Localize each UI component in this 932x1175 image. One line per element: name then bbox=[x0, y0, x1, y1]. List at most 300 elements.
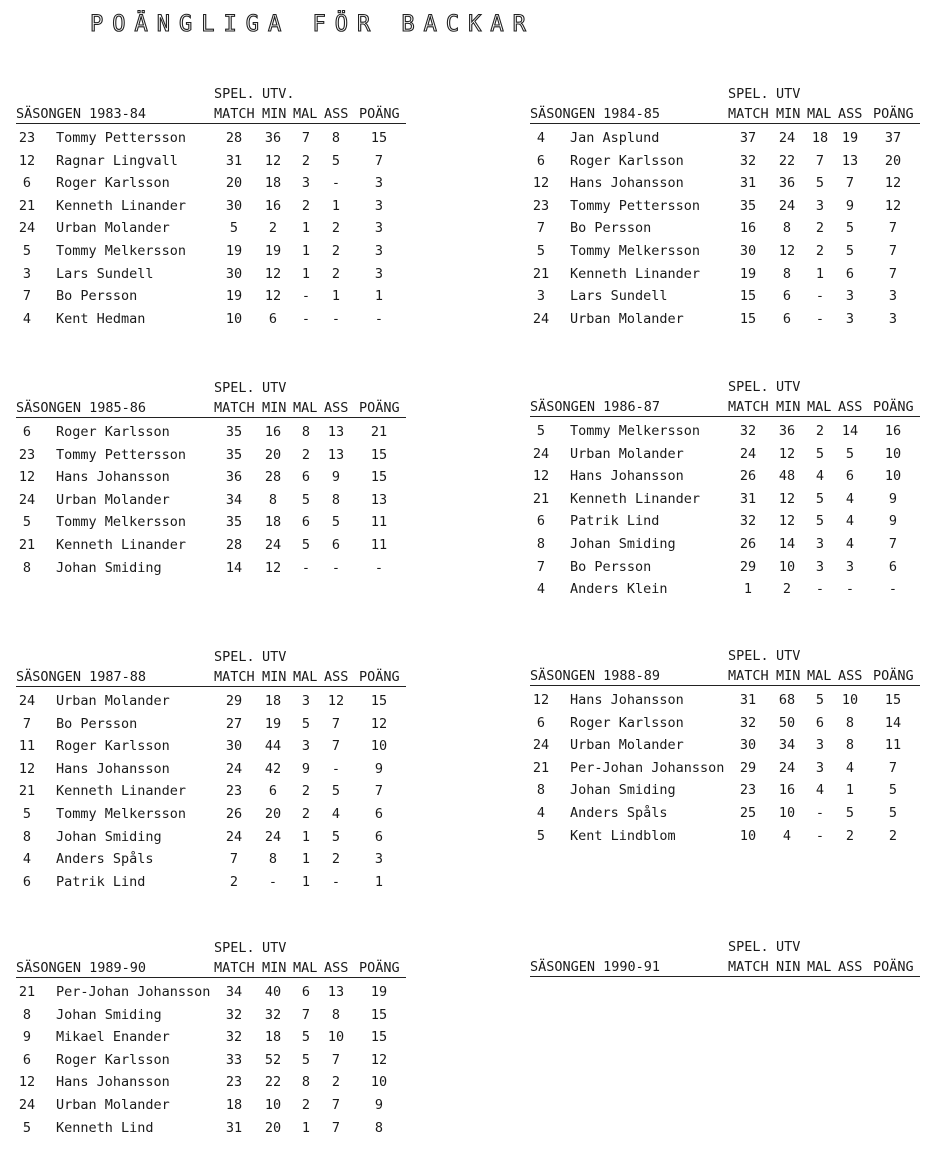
cell-ass: 7 bbox=[331, 715, 341, 732]
cell-poang: 13 bbox=[370, 491, 388, 508]
player-number: 5 bbox=[536, 827, 546, 844]
player-name: Roger Karlsson bbox=[56, 738, 170, 755]
cell-match: 10 bbox=[739, 827, 757, 844]
table-row bbox=[530, 758, 920, 781]
cell-ass: 2 bbox=[331, 265, 341, 282]
cell-ass: - bbox=[845, 581, 855, 598]
header-match: MATCH bbox=[214, 960, 255, 976]
cell-poang: 3 bbox=[374, 197, 384, 214]
cell-mal: 7 bbox=[301, 130, 311, 146]
season-label: SÄSONGEN 1987-88 bbox=[16, 669, 147, 685]
player-name: Bo Persson bbox=[56, 288, 138, 305]
cell-mal: - bbox=[815, 804, 825, 821]
player-name: Roger Karlsson bbox=[570, 714, 684, 731]
cell-ass: - bbox=[331, 559, 341, 576]
cell-mal: 1 bbox=[301, 1119, 311, 1136]
player-number: 11 bbox=[18, 738, 36, 755]
player-number: 21 bbox=[18, 197, 36, 214]
header-spel: SPEL. bbox=[214, 940, 255, 956]
cell-mal: 1 bbox=[815, 265, 825, 282]
cell-mal: 6 bbox=[301, 469, 311, 486]
cell-ass: 2 bbox=[331, 242, 341, 259]
player-name: Ragnar Lingvall bbox=[56, 152, 178, 169]
cell-mal: 2 bbox=[301, 197, 311, 214]
cell-poang: 12 bbox=[370, 715, 388, 732]
cell-mal: 5 bbox=[301, 536, 311, 553]
table-row bbox=[530, 534, 920, 557]
cell-poang: 7 bbox=[374, 152, 384, 169]
cell-ass: 2 bbox=[331, 851, 341, 868]
header-match: MATCH bbox=[728, 668, 769, 684]
header-poang: POÄNG bbox=[873, 668, 914, 684]
player-list bbox=[16, 982, 406, 1140]
cell-min: 8 bbox=[268, 851, 278, 868]
cell-mal: - bbox=[301, 559, 311, 576]
table-row bbox=[16, 241, 406, 264]
header-row-top bbox=[530, 86, 920, 104]
header-spel: SPEL. bbox=[728, 86, 769, 102]
header-row-top bbox=[16, 940, 406, 958]
cell-ass: 13 bbox=[327, 446, 345, 463]
cell-match: 37 bbox=[739, 130, 757, 146]
cell-poang: 3 bbox=[374, 242, 384, 259]
season-label: SÄSONGEN 1988-89 bbox=[530, 668, 661, 684]
cell-match: 30 bbox=[739, 242, 757, 259]
season-label: SÄSONGEN 1983-84 bbox=[16, 106, 147, 122]
header-min: NIN bbox=[776, 959, 801, 975]
table-row bbox=[16, 872, 406, 895]
cell-poang: 6 bbox=[888, 558, 898, 575]
cell-min: 68 bbox=[778, 692, 796, 708]
cell-match: 23 bbox=[225, 1074, 243, 1091]
header-poang: POÄNG bbox=[873, 959, 914, 975]
cell-poang: 3 bbox=[374, 851, 384, 868]
table-row bbox=[16, 1095, 406, 1118]
cell-poang: 15 bbox=[370, 1029, 388, 1046]
cell-ass: 5 bbox=[845, 220, 855, 237]
cell-poang: 15 bbox=[370, 1006, 388, 1023]
cell-ass: 5 bbox=[331, 514, 341, 531]
table-row bbox=[16, 714, 406, 737]
cell-mal: 7 bbox=[301, 1006, 311, 1023]
cell-poang: 3 bbox=[374, 175, 384, 192]
cell-mal: 2 bbox=[815, 242, 825, 259]
cell-poang: 11 bbox=[884, 737, 902, 754]
cell-min: 2 bbox=[268, 220, 278, 237]
cell-poang: 37 bbox=[884, 130, 902, 146]
cell-poang: 6 bbox=[374, 828, 384, 845]
cell-min: 10 bbox=[778, 804, 796, 821]
header-row bbox=[530, 104, 920, 124]
season-table bbox=[16, 86, 406, 331]
player-number: 12 bbox=[532, 468, 550, 485]
player-number: 23 bbox=[18, 130, 36, 146]
cell-mal: 2 bbox=[815, 220, 825, 237]
cell-match: 28 bbox=[225, 130, 243, 146]
cell-ass: 8 bbox=[331, 491, 341, 508]
header-match: MATCH bbox=[214, 400, 255, 416]
header-min: MIN bbox=[776, 399, 801, 415]
header-mal: MAL bbox=[293, 960, 318, 976]
header-spel: SPEL. bbox=[728, 939, 769, 955]
cell-ass: 1 bbox=[331, 288, 341, 305]
player-list bbox=[530, 690, 920, 848]
table-row bbox=[530, 803, 920, 826]
cell-min: 12 bbox=[264, 152, 282, 169]
header-mal: MAL bbox=[807, 668, 832, 684]
header-utv: UTV bbox=[776, 939, 801, 955]
player-number: 24 bbox=[18, 491, 36, 508]
header-mal: MAL bbox=[807, 106, 832, 122]
cell-min: 14 bbox=[778, 535, 796, 552]
header-row bbox=[530, 666, 920, 686]
player-name: Hans Johansson bbox=[56, 760, 170, 777]
cell-min: 19 bbox=[264, 242, 282, 259]
cell-poang: 19 bbox=[370, 984, 388, 1000]
player-name: Tommy Pettersson bbox=[570, 197, 701, 214]
cell-ass: 8 bbox=[331, 1006, 341, 1023]
player-name: Tommy Pettersson bbox=[56, 130, 187, 146]
cell-match: 36 bbox=[225, 469, 243, 486]
header-min: MIN bbox=[776, 668, 801, 684]
player-name: Roger Karlsson bbox=[56, 175, 170, 192]
cell-min: 6 bbox=[268, 310, 278, 327]
cell-min: 18 bbox=[264, 175, 282, 192]
cell-min: 42 bbox=[264, 760, 282, 777]
header-ass: ASS bbox=[324, 669, 349, 685]
cell-min: 12 bbox=[264, 288, 282, 305]
player-name: Kenneth Linander bbox=[56, 536, 187, 553]
cell-min: 8 bbox=[782, 265, 792, 282]
cell-match: 2 bbox=[229, 873, 239, 890]
cell-match: 10 bbox=[225, 310, 243, 327]
header-mal: MAL bbox=[807, 959, 832, 975]
cell-poang: 15 bbox=[370, 446, 388, 463]
header-row bbox=[530, 397, 920, 417]
cell-min: - bbox=[268, 873, 278, 890]
table-row bbox=[530, 557, 920, 580]
player-number: 12 bbox=[18, 1074, 36, 1091]
cell-poang: 7 bbox=[888, 265, 898, 282]
cell-poang: 3 bbox=[888, 310, 898, 327]
player-name: Tommy Melkersson bbox=[56, 514, 187, 531]
player-number: 3 bbox=[22, 265, 32, 282]
cell-poang: 3 bbox=[374, 220, 384, 237]
cell-poang: 16 bbox=[884, 423, 902, 439]
cell-ass: 4 bbox=[331, 805, 341, 822]
player-name: Hans Johansson bbox=[56, 1074, 170, 1091]
cell-min: 28 bbox=[264, 469, 282, 486]
header-poang: POÄNG bbox=[359, 106, 400, 122]
cell-mal: - bbox=[815, 581, 825, 598]
cell-match: 34 bbox=[225, 491, 243, 508]
player-number: 21 bbox=[18, 536, 36, 553]
table-row bbox=[530, 511, 920, 534]
cell-poang: 7 bbox=[888, 535, 898, 552]
player-number: 5 bbox=[22, 242, 32, 259]
cell-match: 32 bbox=[739, 714, 757, 731]
header-poang: POÄNG bbox=[873, 399, 914, 415]
player-number: 21 bbox=[532, 490, 550, 507]
cell-mal: 3 bbox=[301, 738, 311, 755]
table-row bbox=[16, 467, 406, 490]
header-spel: SPEL. bbox=[728, 379, 769, 395]
cell-min: 10 bbox=[264, 1096, 282, 1113]
cell-mal: 5 bbox=[815, 490, 825, 507]
cell-match: 19 bbox=[739, 265, 757, 282]
cell-ass: 3 bbox=[845, 288, 855, 305]
cell-match: 28 bbox=[225, 536, 243, 553]
table-row bbox=[16, 781, 406, 804]
cell-ass: 13 bbox=[327, 424, 345, 440]
cell-ass: 7 bbox=[845, 175, 855, 192]
header-poang: POÄNG bbox=[873, 106, 914, 122]
player-number: 8 bbox=[22, 559, 32, 576]
cell-min: 6 bbox=[782, 310, 792, 327]
season-table bbox=[530, 379, 920, 602]
cell-match: 29 bbox=[225, 693, 243, 709]
table-row bbox=[16, 422, 406, 445]
header-match: MATCH bbox=[728, 399, 769, 415]
table-row bbox=[16, 827, 406, 850]
cell-mal: 3 bbox=[815, 737, 825, 754]
player-name: Johan Smiding bbox=[56, 559, 162, 576]
player-name: Anders Klein bbox=[570, 581, 668, 598]
player-name: Tommy Melkersson bbox=[56, 242, 187, 259]
cell-ass: 6 bbox=[845, 265, 855, 282]
header-ass: ASS bbox=[838, 399, 863, 415]
cell-mal: - bbox=[815, 310, 825, 327]
header-row-top bbox=[16, 380, 406, 398]
table-row bbox=[530, 218, 920, 241]
cell-ass: 2 bbox=[845, 827, 855, 844]
cell-min: 50 bbox=[778, 714, 796, 731]
cell-mal: - bbox=[301, 310, 311, 327]
player-name: Hans Johansson bbox=[570, 692, 684, 708]
cell-match: 29 bbox=[739, 558, 757, 575]
player-name: Bo Persson bbox=[570, 220, 652, 237]
player-number: 6 bbox=[22, 873, 32, 890]
header-ass: ASS bbox=[838, 959, 863, 975]
cell-poang: 15 bbox=[884, 692, 902, 708]
table-row bbox=[530, 286, 920, 309]
cell-match: 7 bbox=[229, 851, 239, 868]
cell-poang: 1 bbox=[374, 288, 384, 305]
player-number: 4 bbox=[536, 130, 546, 146]
player-number: 24 bbox=[532, 310, 550, 327]
table-row bbox=[16, 982, 406, 1005]
table-row bbox=[530, 421, 920, 444]
cell-poang: 12 bbox=[884, 175, 902, 192]
header-row-top bbox=[530, 648, 920, 666]
cell-min: 12 bbox=[778, 242, 796, 259]
cell-min: 24 bbox=[778, 197, 796, 214]
player-number: 8 bbox=[536, 535, 546, 552]
cell-ass: 14 bbox=[841, 423, 859, 439]
cell-poang: 8 bbox=[374, 1119, 384, 1136]
player-number: 8 bbox=[536, 782, 546, 799]
cell-mal: 6 bbox=[815, 714, 825, 731]
cell-ass: 4 bbox=[845, 513, 855, 530]
table-row bbox=[16, 1072, 406, 1095]
cell-min: 8 bbox=[782, 220, 792, 237]
cell-poang: 9 bbox=[374, 1096, 384, 1113]
cell-poang: 7 bbox=[888, 759, 898, 776]
cell-min: 52 bbox=[264, 1051, 282, 1068]
player-number: 4 bbox=[22, 310, 32, 327]
cell-match: 24 bbox=[225, 760, 243, 777]
cell-match: 32 bbox=[739, 152, 757, 169]
table-row bbox=[16, 512, 406, 535]
player-name: Kent Lindblom bbox=[570, 827, 676, 844]
player-number: 21 bbox=[532, 265, 550, 282]
cell-ass: 1 bbox=[331, 197, 341, 214]
header-spel: SPEL. bbox=[214, 380, 255, 396]
page-title: POÄNGLIGA FÖR BACKAR bbox=[90, 12, 535, 37]
player-name: Kenneth Lind bbox=[56, 1119, 154, 1136]
header-ass: ASS bbox=[838, 668, 863, 684]
cell-ass: 4 bbox=[845, 759, 855, 776]
cell-match: 15 bbox=[739, 288, 757, 305]
cell-min: 36 bbox=[778, 175, 796, 192]
season-label: SÄSONGEN 1985-86 bbox=[16, 400, 147, 416]
season-table bbox=[530, 648, 920, 848]
player-name: Tommy Melkersson bbox=[56, 805, 187, 822]
cell-mal: - bbox=[301, 288, 311, 305]
player-number: 5 bbox=[536, 423, 546, 439]
player-number: 6 bbox=[22, 175, 32, 192]
player-number: 6 bbox=[536, 152, 546, 169]
cell-match: 29 bbox=[739, 759, 757, 776]
cell-poang: 5 bbox=[888, 804, 898, 821]
player-name: Johan Smiding bbox=[56, 828, 162, 845]
cell-min: 4 bbox=[782, 827, 792, 844]
cell-mal: 1 bbox=[301, 220, 311, 237]
player-number: 12 bbox=[532, 175, 550, 192]
table-row bbox=[16, 535, 406, 558]
table-row bbox=[16, 128, 406, 151]
player-number: 6 bbox=[536, 714, 546, 731]
player-number: 6 bbox=[22, 424, 32, 440]
cell-mal: 8 bbox=[301, 424, 311, 440]
player-number: 24 bbox=[18, 1096, 36, 1113]
cell-min: 24 bbox=[778, 759, 796, 776]
cell-min: 48 bbox=[778, 468, 796, 485]
cell-mal: 3 bbox=[815, 197, 825, 214]
cell-ass: 8 bbox=[845, 737, 855, 754]
player-number: 12 bbox=[18, 469, 36, 486]
header-min: MIN bbox=[262, 106, 287, 122]
cell-match: 24 bbox=[739, 445, 757, 462]
cell-min: 6 bbox=[268, 783, 278, 800]
table-row bbox=[16, 445, 406, 468]
player-number: 24 bbox=[532, 737, 550, 754]
cell-poang: - bbox=[374, 310, 384, 327]
cell-poang: 9 bbox=[888, 490, 898, 507]
cell-mal: 3 bbox=[815, 759, 825, 776]
cell-min: 12 bbox=[264, 265, 282, 282]
season-label: SÄSONGEN 1990-91 bbox=[530, 959, 661, 975]
header-row bbox=[16, 958, 406, 978]
cell-poang: 15 bbox=[370, 469, 388, 486]
cell-poang: 9 bbox=[374, 760, 384, 777]
cell-match: 16 bbox=[739, 220, 757, 237]
player-number: 7 bbox=[22, 715, 32, 732]
header-utv: UTV bbox=[262, 649, 287, 665]
cell-match: 20 bbox=[225, 175, 243, 192]
cell-min: 36 bbox=[264, 130, 282, 146]
player-number: 8 bbox=[22, 828, 32, 845]
season-label: SÄSONGEN 1984-85 bbox=[530, 106, 661, 122]
cell-poang: 15 bbox=[370, 693, 388, 709]
cell-poang: 12 bbox=[884, 197, 902, 214]
cell-match: 31 bbox=[225, 1119, 243, 1136]
cell-match: 35 bbox=[225, 514, 243, 531]
cell-min: 12 bbox=[778, 490, 796, 507]
cell-poang: 7 bbox=[888, 220, 898, 237]
cell-match: 18 bbox=[225, 1096, 243, 1113]
cell-poang: 10 bbox=[884, 468, 902, 485]
cell-ass: 8 bbox=[845, 714, 855, 731]
cell-match: 35 bbox=[225, 446, 243, 463]
player-name: Urban Molander bbox=[56, 693, 170, 709]
cell-min: 44 bbox=[264, 738, 282, 755]
cell-mal: 1 bbox=[301, 828, 311, 845]
player-name: Lars Sundell bbox=[56, 265, 154, 282]
cell-ass: 5 bbox=[845, 445, 855, 462]
cell-mal: 3 bbox=[301, 693, 311, 709]
cell-match: 30 bbox=[225, 197, 243, 214]
cell-ass: 4 bbox=[845, 490, 855, 507]
table-row bbox=[530, 151, 920, 174]
header-poang: POÄNG bbox=[359, 400, 400, 416]
header-ass: ASS bbox=[324, 960, 349, 976]
cell-mal: 7 bbox=[815, 152, 825, 169]
cell-match: 27 bbox=[225, 715, 243, 732]
cell-match: 25 bbox=[739, 804, 757, 821]
cell-mal: 4 bbox=[815, 782, 825, 799]
header-spel: SPEL. bbox=[214, 649, 255, 665]
header-match: MATCH bbox=[214, 106, 255, 122]
player-number: 12 bbox=[18, 152, 36, 169]
cell-match: 30 bbox=[225, 265, 243, 282]
cell-poang: 11 bbox=[370, 514, 388, 531]
player-number: 8 bbox=[22, 1006, 32, 1023]
player-name: Urban Molander bbox=[56, 220, 170, 237]
cell-min: 32 bbox=[264, 1006, 282, 1023]
header-poang: POÄNG bbox=[359, 960, 400, 976]
table-row bbox=[530, 579, 920, 602]
player-number: 4 bbox=[22, 851, 32, 868]
cell-min: 12 bbox=[778, 445, 796, 462]
cell-poang: - bbox=[888, 581, 898, 598]
header-row bbox=[16, 398, 406, 418]
player-name: Hans Johansson bbox=[570, 175, 684, 192]
table-row bbox=[530, 173, 920, 196]
cell-ass: 10 bbox=[841, 692, 859, 708]
player-name: Johan Smiding bbox=[570, 535, 676, 552]
cell-ass: - bbox=[331, 175, 341, 192]
player-name: Roger Karlsson bbox=[56, 424, 170, 440]
cell-min: 20 bbox=[264, 446, 282, 463]
cell-match: 32 bbox=[225, 1006, 243, 1023]
season-table bbox=[16, 380, 406, 580]
cell-ass: 2 bbox=[331, 220, 341, 237]
cell-ass: 13 bbox=[327, 984, 345, 1000]
player-name: Kenneth Linander bbox=[56, 197, 187, 214]
player-number: 4 bbox=[536, 804, 546, 821]
cell-min: 24 bbox=[264, 828, 282, 845]
